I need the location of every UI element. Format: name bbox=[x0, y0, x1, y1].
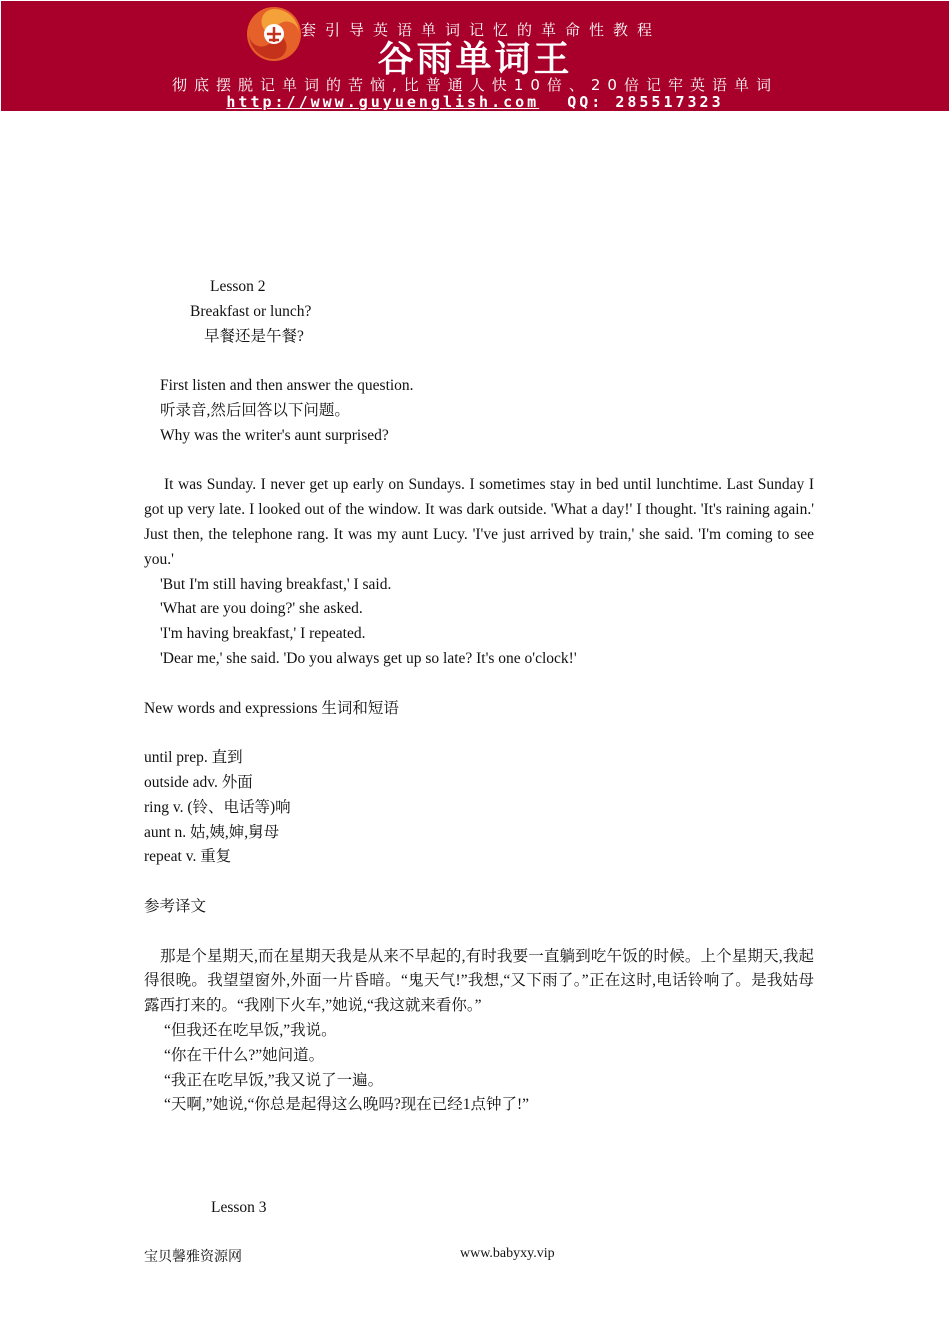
instruction-en: First listen and then answer the question. bbox=[160, 377, 414, 395]
translation-paragraph: 那是个星期天,而在星期天我是从来不早起的,有时我要一直躺到吃午饭的时候。上个星期天,我起得很晚。我望望窗外,外面一片昏暗。“鬼天气!”我想,“又下雨了。”正在这时,电话铃响了。是我姑母露西打来的。“我刚下火车,”她说,“我这就来看你。” bbox=[144, 947, 814, 1015]
question: Why was the writer's aunt surprised? bbox=[160, 426, 389, 444]
translation-line: “你在干什么?”她问道。 bbox=[164, 1046, 325, 1064]
lesson-text-paragraph: It was Sunday. I never get up early on Sundays. I sometimes stay in bed until lunchtime. Last Sunday I got up very late. I looked out of the window. It was dark outside. 'What a day!' I thought. 'It's raining again.' Just then, the telephone rang. It was my aunt Lucy. 'I've just arrived by train,' she said. 'I'm coming to see you.' bbox=[144, 476, 814, 568]
header-contact bbox=[1, 93, 949, 111]
footer-source: 宝贝馨雅资源网 bbox=[144, 1250, 242, 1265]
header-banner bbox=[1, 1, 949, 111]
brand-title: 谷雨单词王 bbox=[377, 39, 573, 80]
vocab-item: until prep. 直到 bbox=[144, 749, 243, 767]
vocab-item: repeat v. 重复 bbox=[144, 848, 232, 866]
qq-number: QQ: 285517323 bbox=[567, 93, 724, 111]
lesson-document bbox=[144, 275, 814, 1118]
footer-url[interactable]: www.babyxy.vip bbox=[460, 1246, 555, 1261]
translation-heading: 参考译文 bbox=[144, 897, 207, 915]
next-lesson-number: Lesson 3 bbox=[211, 1199, 267, 1216]
header-tagline: 套引导英语单词记忆的革命性教程 bbox=[301, 21, 662, 39]
lesson-text-line: 'Dear me,' she said. 'Do you always get up so late? It's one o'clock!' bbox=[160, 649, 577, 667]
translation-line: “天啊,”她说,“你总是起得这么晚吗?现在已经1点钟了!” bbox=[164, 1096, 530, 1114]
lesson-title-en: Breakfast or lunch? bbox=[190, 302, 312, 320]
lesson-title-zh: 早餐还是午餐? bbox=[204, 327, 304, 345]
lesson-text-line: 'But I'm still having breakfast,' I said. bbox=[160, 575, 392, 593]
vocab-item: ring v. (铃、电话等)响 bbox=[144, 798, 291, 816]
lesson-number: Lesson 2 bbox=[210, 278, 266, 295]
lesson-text-line: 'I'm having breakfast,' I repeated. bbox=[160, 625, 366, 643]
lesson-text-line: 'What are you doing?' she asked. bbox=[160, 600, 363, 618]
website-link[interactable]: http://www.guyuenglish.com bbox=[226, 93, 540, 111]
vocab-item: aunt n. 姑,姨,婶,舅母 bbox=[144, 823, 280, 841]
translation-line: “但我还在吃早饭,”我说。 bbox=[164, 1021, 337, 1039]
header-slogan: 彻底摆脱记单词的苦恼,比普通人快10倍、20倍记牢英语单词 bbox=[172, 76, 778, 94]
vocab-heading: New words and expressions 生词和短语 bbox=[144, 699, 399, 717]
instruction-zh: 听录音,然后回答以下问题。 bbox=[160, 401, 350, 419]
vocab-item: outside adv. 外面 bbox=[144, 773, 253, 791]
translation-line: “我正在吃早饭,”我又说了一遍。 bbox=[164, 1071, 384, 1089]
